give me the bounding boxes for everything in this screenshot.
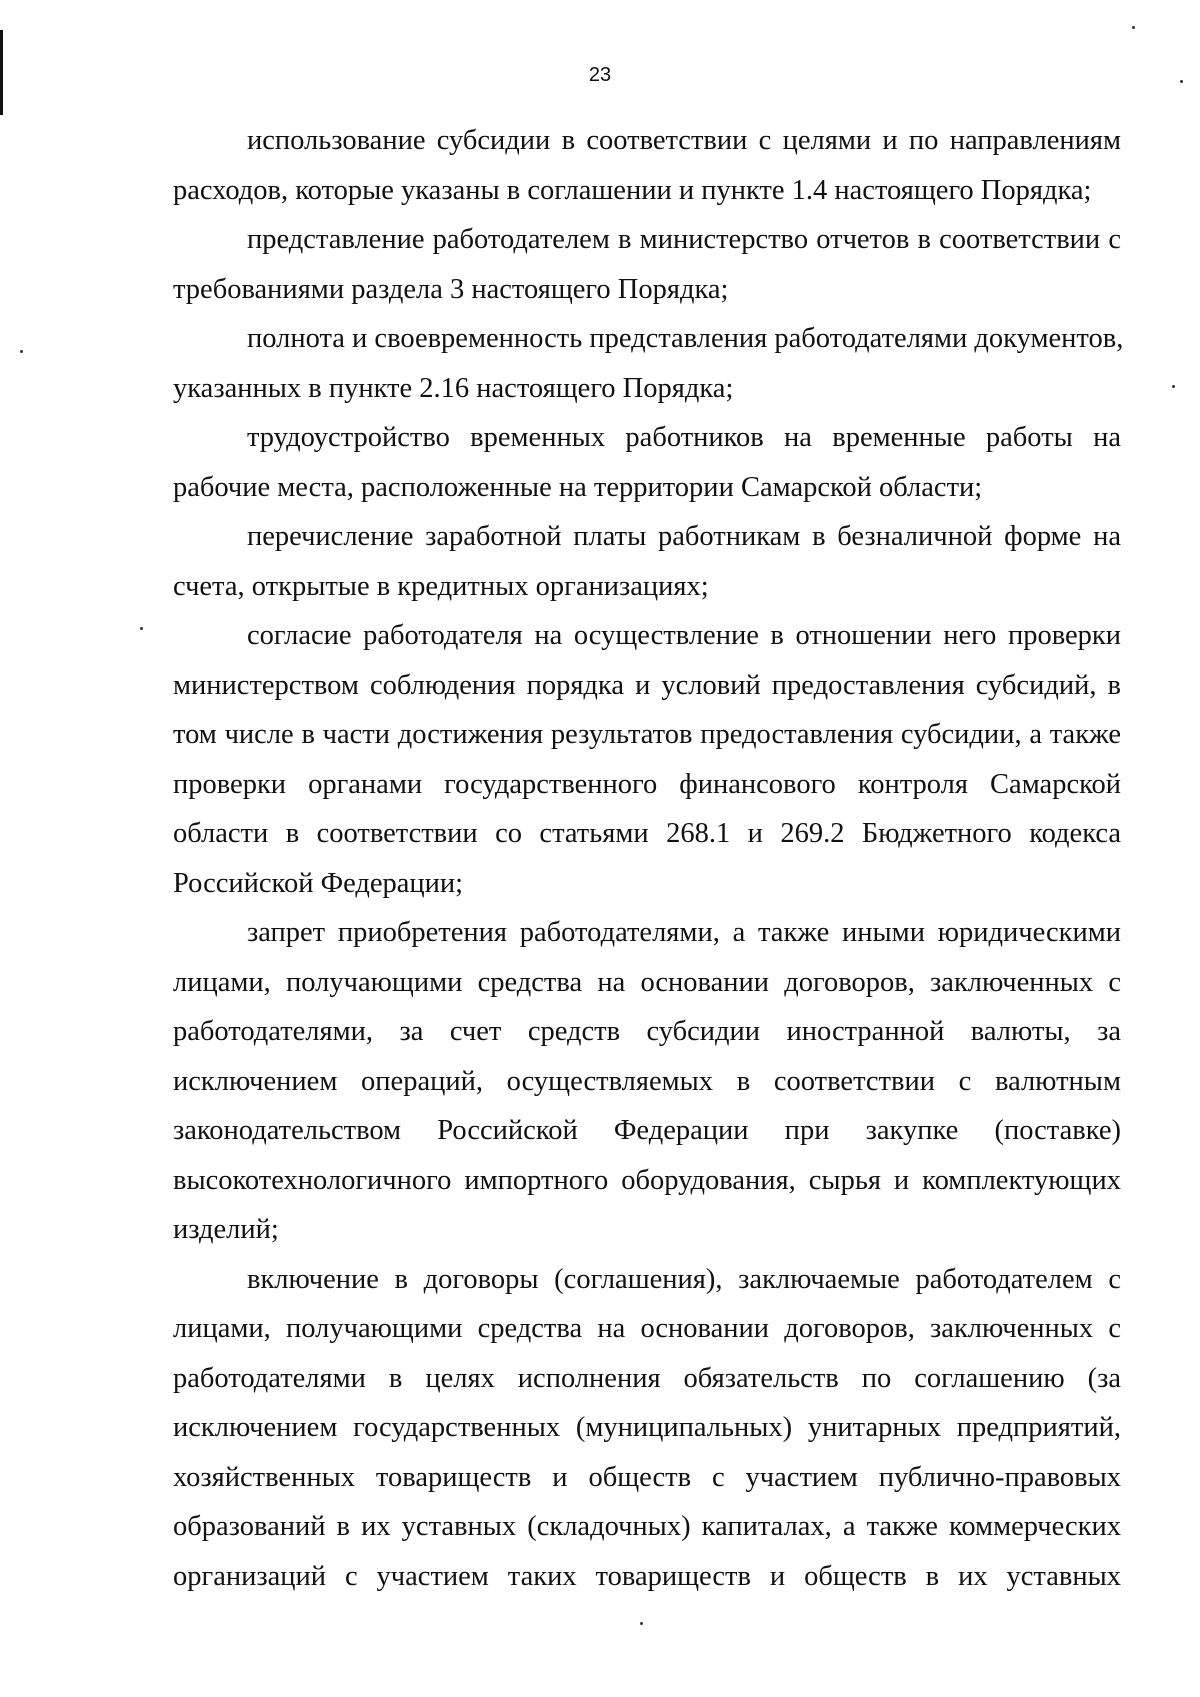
text-line: лицами, получающими средства на основании договоров, заключенных с — [173, 966, 1121, 998]
text-line: хозяйственных товариществ и обществ с участием публично-правовых — [173, 1461, 1121, 1493]
text-line: расходов, которые указаны в соглашении и пункте 1.4 настоящего Порядка; — [173, 174, 1092, 206]
scan-speck — [1172, 385, 1175, 388]
text-line: области в соответствии со статьями 268.1 и 269.2 Бюджетного кодекса — [173, 818, 1121, 849]
text-line: требованиями раздела 3 настоящего Порядка; — [173, 273, 729, 305]
text-line: законодательством Российской Федерации при закупке (поставке) — [173, 1115, 1121, 1146]
text-line: работодателями в целях исполнения обязательств по соглашению (за — [173, 1362, 1121, 1394]
scan-speck — [140, 627, 143, 630]
text-line: перечисление заработной платы работникам в безналичной форме на — [247, 521, 1121, 552]
text-line: полнота и своевременность представления работодателями документов, — [247, 323, 1124, 354]
text-line: указанных в пункте 2.16 настоящего Порядка; — [173, 372, 734, 404]
scan-speck — [20, 350, 23, 353]
text-line: проверки органами государственного финансового контроля Самарской — [173, 768, 1121, 800]
paragraph — [173, 512, 1121, 611]
text-line: счета, открытые в кредитных организациях; — [173, 570, 709, 602]
paragraph — [173, 908, 1121, 1255]
text-line: исключением государственных (муниципальных) унитарных предприятий, — [173, 1412, 1121, 1443]
scan-speck — [1132, 26, 1135, 29]
text-line: представление работодателем в министерство отчетов в соответствии с — [247, 224, 1121, 255]
paragraph — [173, 413, 1121, 512]
paragraph — [173, 611, 1121, 908]
paragraph — [173, 314, 1124, 413]
text-line: Российской Федерации; — [173, 867, 464, 899]
paragraph — [173, 1255, 1121, 1602]
text-line: использование субсидии в соответствии с целями и по направлениям — [247, 125, 1121, 156]
scan-speck — [640, 1622, 643, 1625]
text-line: образований в их уставных (складочных) капиталах, а также коммерческих — [173, 1511, 1121, 1542]
text-line: рабочие места, расположенные на территории Самарской области; — [173, 471, 983, 503]
text-line: трудоустройство временных работников на временные работы на — [247, 422, 1121, 453]
text-line: включение в договоры (соглашения), заключаемые работодателем с — [247, 1263, 1121, 1295]
text-line: высокотехнологичного импортного оборудования, сырья и комплектующих — [173, 1164, 1121, 1196]
text-line: изделий; — [173, 1214, 279, 1245]
text-line: исключением операций, осуществляемых в соответствии с валютным — [173, 1065, 1121, 1097]
paragraph — [173, 116, 1121, 215]
text-line: работодателями, за счет средств субсидии иностранной валюты, за — [173, 1016, 1121, 1047]
paragraph — [173, 215, 1121, 314]
text-line: министерством соблюдения порядка и условий предоставления субсидий, в — [173, 669, 1121, 701]
text-line: запрет приобретения работодателями, а также иными юридическими — [247, 917, 1121, 948]
text-line: организаций с участием таких товариществ и обществ в их уставных — [173, 1560, 1121, 1592]
text-line: лицами, получающими средства на основании договоров, заключенных с — [173, 1313, 1121, 1344]
text-line: согласие работодателя на осуществление в отношении него проверки — [247, 620, 1121, 651]
text-line: том числе в части достижения результатов предоставления субсидии, а также — [173, 719, 1121, 750]
document-body — [173, 116, 1124, 1601]
page-number: 23 — [588, 64, 612, 86]
